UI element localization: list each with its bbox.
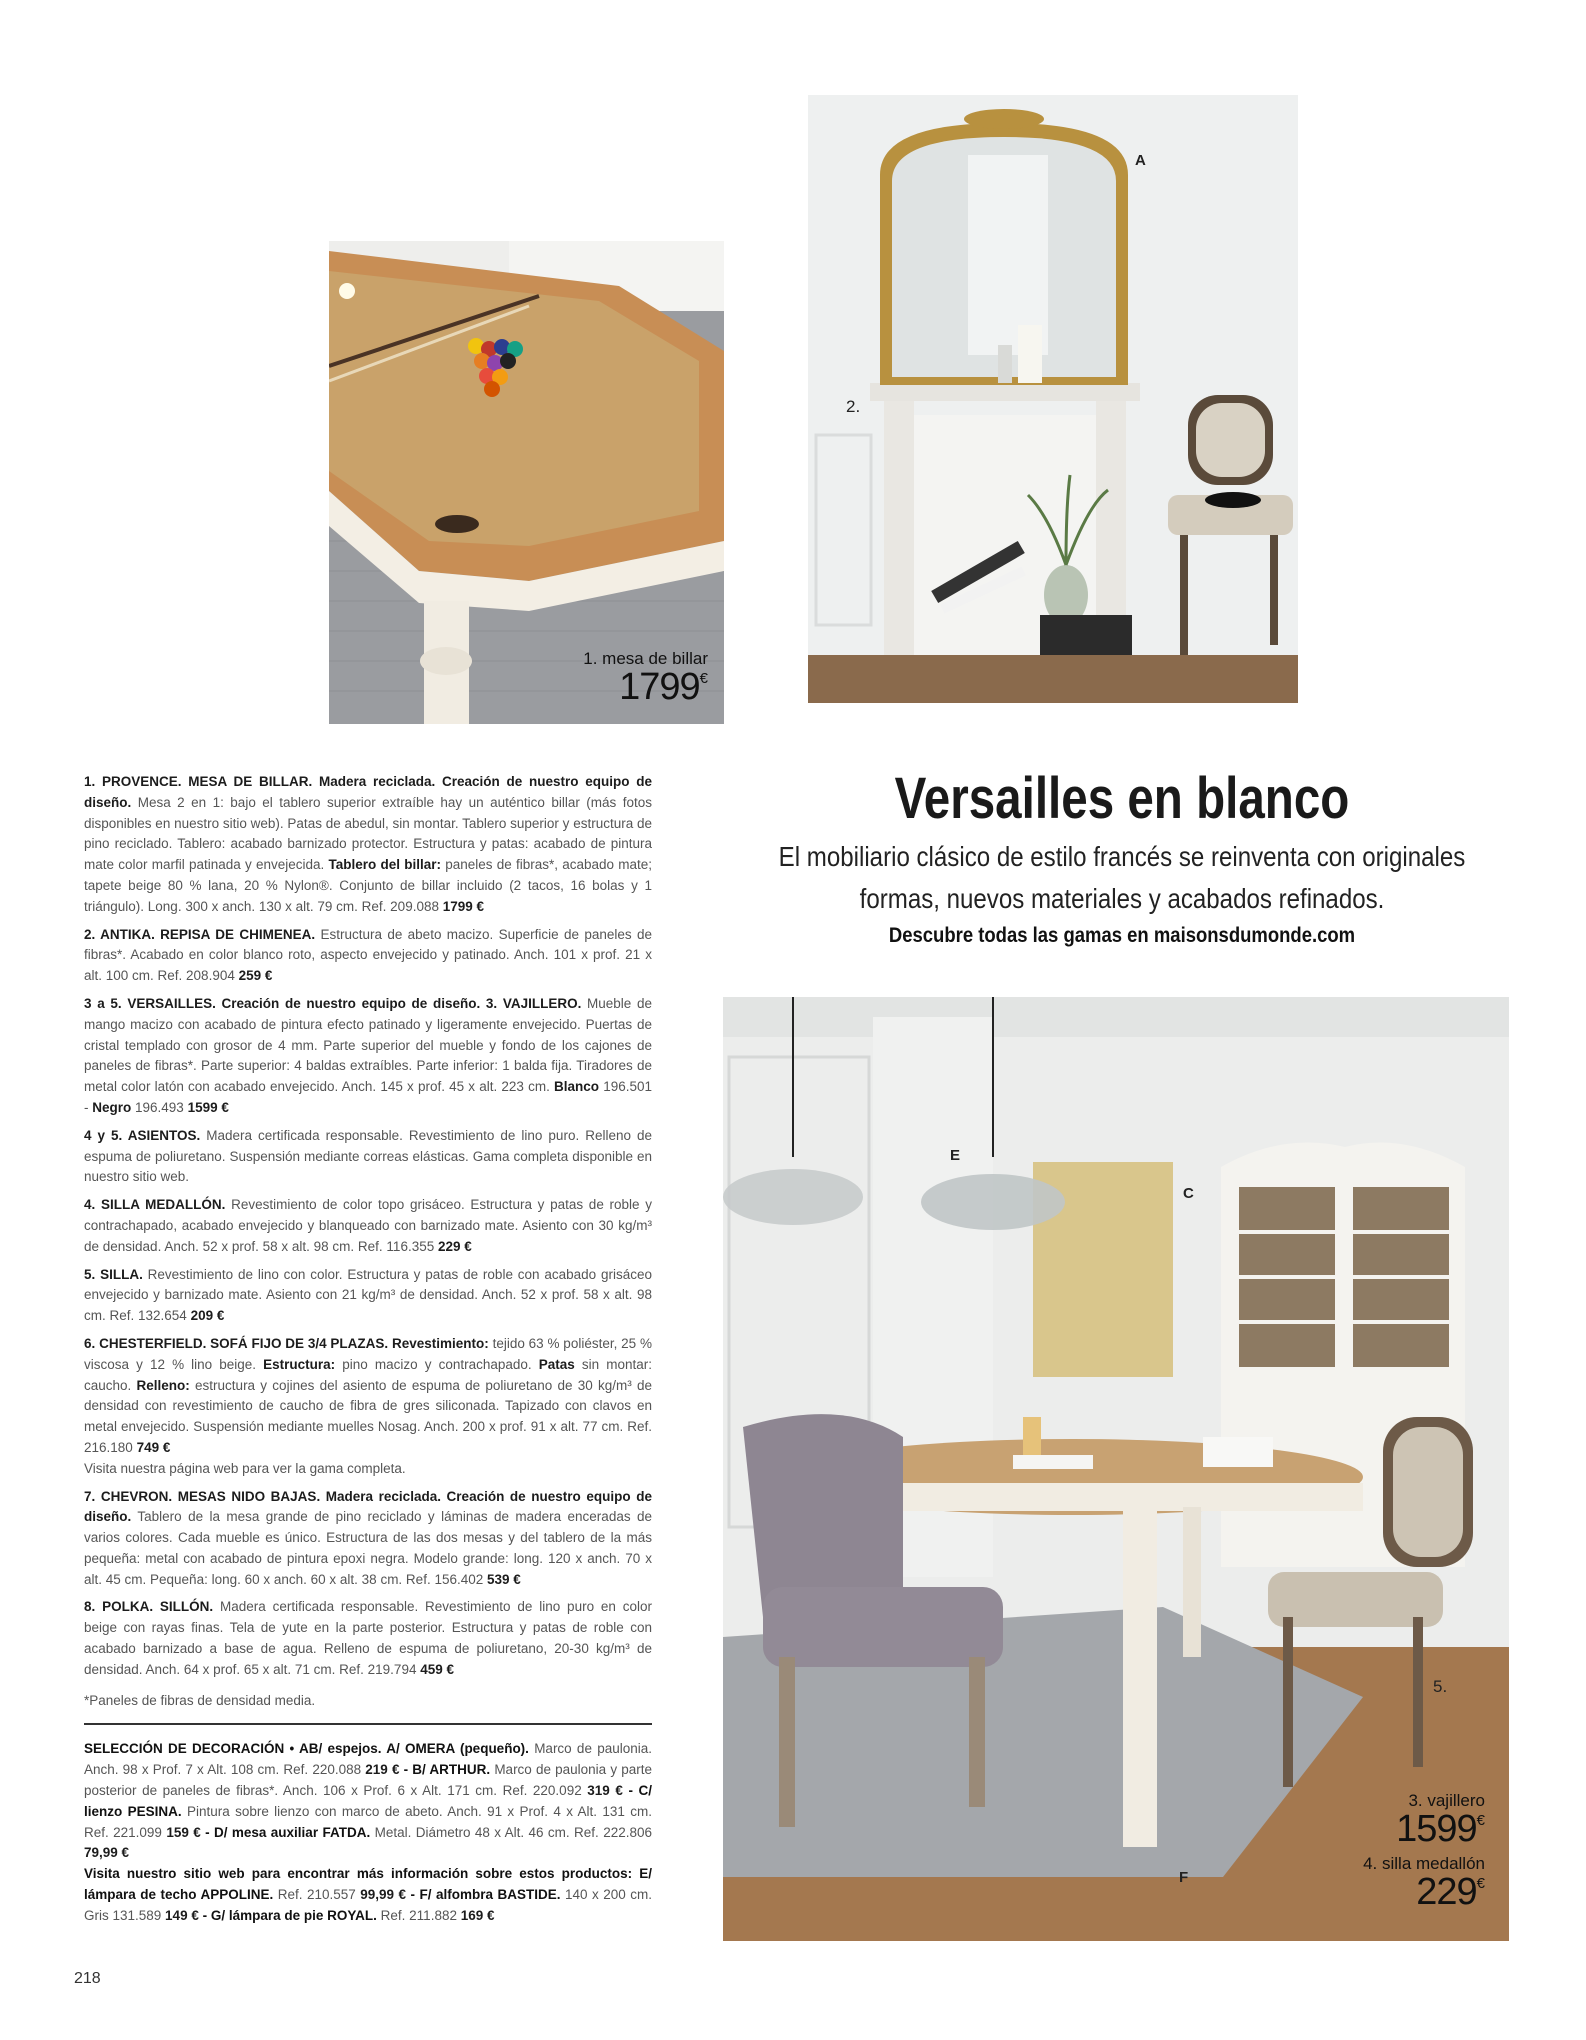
- vajillero-price: 1599: [1396, 1808, 1477, 1850]
- marker-c: C: [1183, 1185, 1194, 1202]
- deco-heading: SELECCIÓN DE DECORACIÓN: [84, 1741, 285, 1757]
- silla-medallon-currency: €: [1476, 1875, 1485, 1892]
- product-5-price: 209 €: [190, 1308, 225, 1324]
- deco-p1: 219 €: [365, 1762, 400, 1778]
- marker-5: 5.: [1433, 1677, 1448, 1696]
- product-3-price: 1599 €: [187, 1099, 229, 1115]
- product-5: [84, 1265, 652, 1327]
- product-6-heading4: Relleno:: [136, 1377, 190, 1393]
- billiard-price-tag: [583, 650, 708, 706]
- deco-t2b: Marco de paulonia y parte posterior de paneles de fibras*. Anch. 106 x Prof. 6 x Alt. 171 cm. Ref. 220.092: [84, 1762, 652, 1799]
- product-7-body: Tablero de la mesa grande de pino reciclado y láminas de madera enceradas de varios colores. Cada mueble es único. Estructura de las dos mesas y del tablero de la más pequeña: metal con acabado de pintura epoxi negra. Modelo grande: long. 120 x anch. 70 x alt. 45 cm. Pequeña: long. 60 x anch. 60 x alt. 38 cm. Ref. 156.402: [84, 1509, 652, 1587]
- deco-heading-2: Visita nuestro sitio web para encontrar más información sobre estos productos:: [84, 1866, 633, 1882]
- headline-block: [722, 766, 1522, 948]
- deco-t3b: Pintura sobre lienzo con marco de abeto. Anch. 91 x Prof. 4 x Alt. 131 cm. Ref. 221.099: [84, 1803, 652, 1840]
- product-6-price: 749 €: [136, 1439, 171, 1455]
- deco-t2: - B/ ARTHUR.: [399, 1762, 495, 1778]
- footnote: *Paneles de fibras de densidad media.: [84, 1692, 316, 1708]
- deco-t1: • AB/ espejos. A/ OMERA (pequeño).: [284, 1741, 535, 1757]
- product-6-heading: 6. CHESTERFIELD. SOFÁ FIJO DE 3/4 PLAZAS. Revestimiento:: [84, 1335, 489, 1351]
- product-2: [84, 925, 652, 987]
- product-6-heading3: Patas: [538, 1356, 575, 1372]
- deco-t5b: Ref. 210.557: [277, 1887, 361, 1903]
- product-4-5: [84, 1126, 652, 1188]
- product-2-heading: 2. ANTIKA. REPISA DE CHIMENEA.: [84, 926, 316, 942]
- deco-p2: 319 €: [587, 1783, 623, 1799]
- deco-t6: - F/ alfombra BASTIDE.: [406, 1887, 565, 1903]
- silla-medallon-price-tag: [1363, 1855, 1485, 1911]
- product-6-body2: pino macizo y contrachapado.: [335, 1356, 539, 1372]
- product-3: [84, 994, 652, 1119]
- product-4-heading: 4. SILLA MEDALLÓN.: [84, 1197, 226, 1213]
- marker-e: E: [950, 1147, 961, 1164]
- product-2-price: 259 €: [238, 968, 273, 984]
- deco-t6b: 140 x 200 cm. Gris 131.589: [84, 1887, 652, 1923]
- billiard-label: 1. mesa de billar: [583, 649, 708, 668]
- product-8-body: Madera certificada responsable. Revestimiento de lino puro en color beige con rayas finas. Tela de yute en la parte posterior. Estructura y patas de roble con acabado barnizado a base de agua. Relleno de espuma de poliuretano, 20-30 kg/m³ de densidad. Anch. 64 x prof. 65 x alt. 71 cm. Ref. 219.794: [84, 1599, 652, 1677]
- product-2-body: Estructura de abeto macizo. Superficie de paneles de fibras*. Acabado en color blanco roto, aspecto envejecido y patinado. Anch. 101 x prof. 21 x alt. 100 cm. Ref. 208.904: [84, 926, 652, 984]
- product-3-heading3: Negro: [92, 1099, 132, 1115]
- product-3-body2: 196.501 -: [84, 1079, 652, 1115]
- product-1-heading2: Tablero del billar:: [328, 857, 441, 873]
- headline-subtitle: El mobiliario clásico de estilo francés se reinventa con originales formas, nuevos materiales y acabados refinados.: [778, 841, 1466, 914]
- product-5-heading: 5. SILLA.: [84, 1266, 143, 1282]
- silla-medallon-price: 229: [1416, 1871, 1477, 1913]
- billiard-table-photo: [329, 241, 724, 724]
- product-4-body: Revestimiento de color topo grisáceo. Estructura y patas de roble y contrachapado, acabado envejecido y blanqueado con barnizado mate. Asiento con 30 kg/m³ de densidad. Anch. 52 x prof. 58 x alt. 98 cm. Ref. 116.355: [84, 1197, 652, 1254]
- product-3-heading: 3 a 5. VERSAILLES. Creación de nuestro equipo de diseño. 3. VAJILLERO.: [84, 995, 582, 1011]
- product-6-body4: estructura y cojines del asiento de espuma de poliuretano de 30 kg/m³ de densidad con revestimiento de caucho de fibra de gres siliconada. Tapizado con clavos en metal envejecido. Suspensión mediante muelles Nosag. Anch. 200 x prof. 91 x alt. 77 cm. Ref. 216.180: [84, 1377, 652, 1455]
- deco-t1b: Marco de paulonia. Anch. 98 x Prof. 7 x Alt. 108 cm. Ref. 220.088: [84, 1741, 652, 1778]
- deco-p6: 149 €: [165, 1907, 199, 1923]
- vajillero-price-tag: [1396, 1792, 1485, 1848]
- product-6-tail: Visita nuestra página web para ver la gama completa.: [84, 1460, 406, 1476]
- page-number: 218: [74, 1970, 101, 1987]
- deco-t7: - G/ lámpara de pie ROYAL.: [198, 1907, 381, 1923]
- product-3-body: Mueble de mango macizo con acabado de pintura efecto patinado y ligeramente envejecido. Puertas de cristal templado con grosor de 4 mm. Parte superior del mueble y fondo de los cajones de paneles de fibras*. Parte superior: 4 baldas extraíbles. Parte inferior: 1 balda fija. Tiradores de metal color latón con acabado envejecido. Anch. 145 x prof. 45 x alt. 223 cm.: [84, 995, 652, 1095]
- product-8-price: 459 €: [420, 1661, 455, 1677]
- deco-p5: 99,99 €: [360, 1887, 407, 1903]
- product-3-heading2: Blanco: [554, 1079, 600, 1095]
- deco-t7b: Ref. 211.882: [380, 1907, 461, 1923]
- deco-p4: 79,99 €: [84, 1845, 130, 1861]
- product-6-body: tejido 63 % poliéster, 25 % viscosa y 12 % lino beige.: [84, 1335, 652, 1372]
- deco-p3: 159 €: [166, 1824, 201, 1840]
- product-4-price: 229 €: [437, 1238, 472, 1254]
- headline-web-link[interactable]: Descubre todas las gamas en maisonsdumonde.com: [888, 924, 1356, 947]
- billiard-price: 1799: [619, 666, 700, 708]
- decoration-selection: [84, 1739, 652, 1926]
- product-6-heading2: Estructura:: [263, 1356, 336, 1372]
- deco-p7: 169 €: [460, 1907, 495, 1923]
- product-8-heading: 8. POLKA. SILLÓN.: [84, 1599, 214, 1615]
- product-4-5-heading: 4 y 5. ASIENTOS.: [84, 1127, 201, 1143]
- vajillero-label: 3. vajillero: [1408, 1791, 1485, 1810]
- product-1-price: 1799 €: [442, 898, 485, 914]
- vajillero-currency: €: [1476, 1812, 1485, 1829]
- product-1-body: Mesa 2 en 1: bajo el tablero superior extraíble hay un auténtico billar (más fotos disponibles en nuestro sitio web). Patas de abedul, sin montar. Tablero superior y estructura de pino reciclado. Tablero: acabado barnizado protector. Estructura y patas: acabado de pintura mate color marfil patinada y envejecida.: [84, 794, 652, 873]
- product-7-price: 539 €: [487, 1571, 521, 1587]
- deco-t4b: Metal. Diámetro 48 x Alt. 46 cm. Ref. 222.806: [374, 1824, 652, 1840]
- deco-t5: E/ lámpara de techo APPOLINE.: [84, 1866, 652, 1903]
- marker-a: A: [1135, 152, 1146, 169]
- product-4: [84, 1195, 652, 1257]
- product-descriptions: [84, 772, 652, 1934]
- product-4-5-body: Madera certificada responsable. Revestimiento de lino puro. Relleno de espuma de poliuretano. Suspensión mediante correas elásticas. Gama completa disponible en nuestro sitio web.: [84, 1127, 652, 1185]
- dining-room-photo: [723, 997, 1509, 1941]
- product-6: [84, 1334, 652, 1480]
- product-6-body3: sin montar: caucho.: [84, 1356, 652, 1393]
- headline-title: Versailles en blanco: [894, 766, 1350, 831]
- marker-2: 2.: [846, 397, 861, 416]
- product-8: [84, 1597, 652, 1680]
- deco-t4: - D/ mesa auxiliar FATDA.: [200, 1824, 375, 1840]
- marker-f: F: [1179, 1869, 1189, 1886]
- silla-medallon-label: 4. silla medallón: [1363, 1854, 1485, 1873]
- product-3-body3: 196.493: [131, 1099, 188, 1115]
- product-1-body2: paneles de fibras*, acabado mate; tapete beige 80 % lana, 20 % Nylon®. Conjunto de billar incluido (2 tacos, 16 bolas y 1 triángulo). Long. 300 x anch. 130 x alt. 79 cm. Ref. 209.088: [84, 857, 653, 914]
- product-1: [84, 772, 652, 918]
- product-1-heading: 1. PROVENCE. MESA DE BILLAR. Madera reciclada. Creación de nuestro equipo de diseño.: [84, 774, 652, 810]
- product-7: [84, 1487, 652, 1591]
- billiard-currency: €: [699, 670, 708, 687]
- deco-t3: - C/ lienzo PESINA.: [84, 1783, 653, 1819]
- product-5-body: Revestimiento de lino con color. Estructura y patas de roble con acabado grisáceo envejecido y barnizado mate. Asiento con 21 kg/m³ de densidad. Anch. 52 x prof. 58 x alt. 98 cm. Ref. 132.654: [84, 1266, 652, 1324]
- fireplace-photo: [808, 95, 1298, 703]
- product-7-heading: 7. CHEVRON. MESAS NIDO BAJAS. Madera reciclada. Creación de nuestro equipo de diseño.: [84, 1488, 652, 1525]
- section-divider: [84, 1723, 652, 1725]
